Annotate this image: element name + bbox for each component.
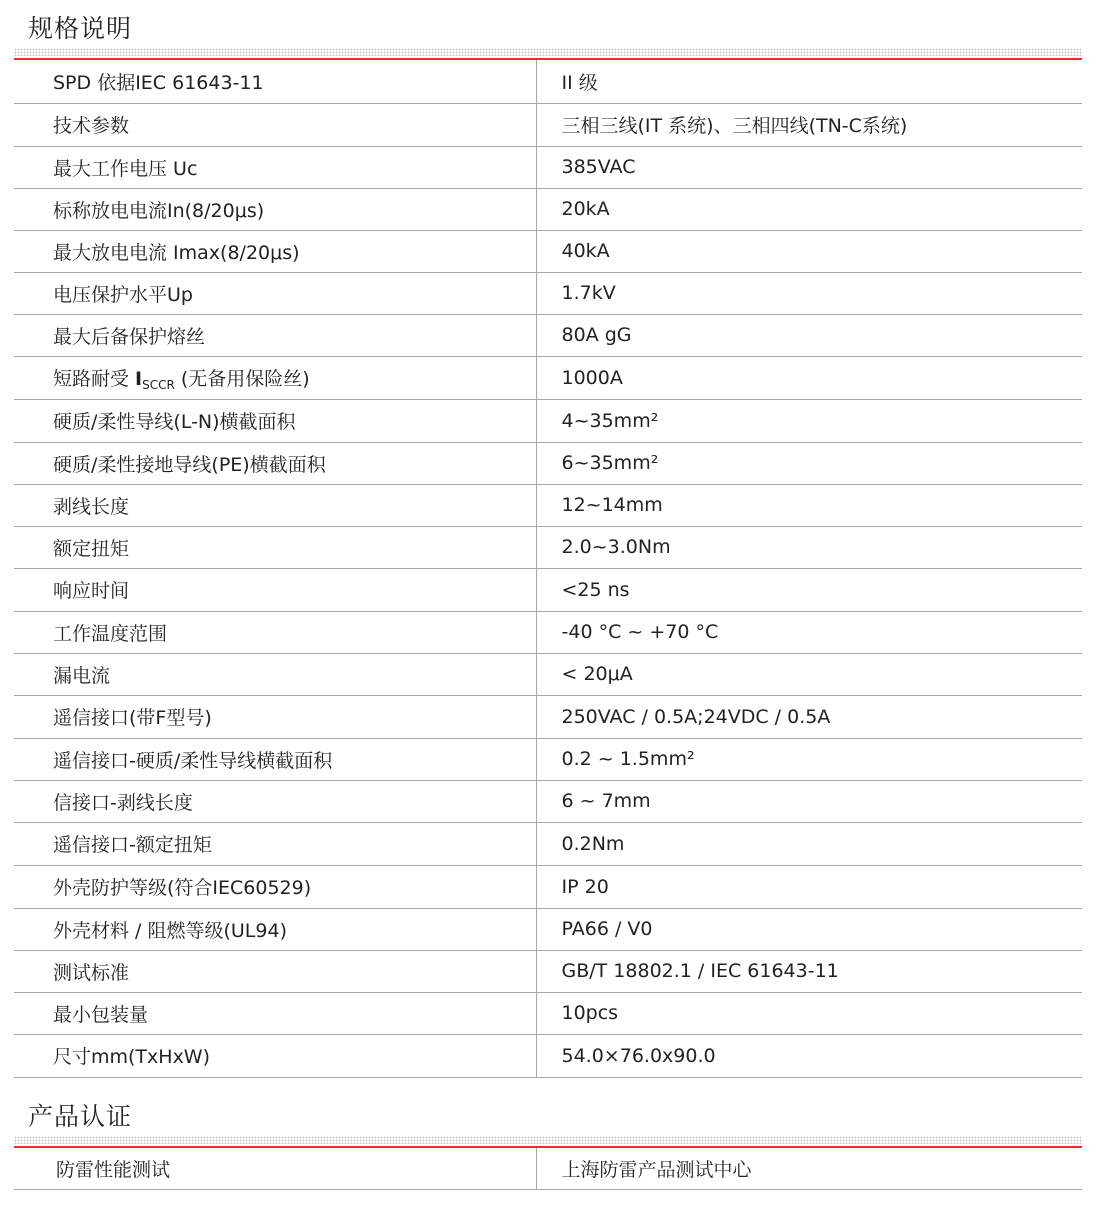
specs-divider [14, 48, 1082, 60]
spec-value: 12~14mm [536, 484, 1082, 526]
table-row [14, 526, 1082, 568]
spec-value: II 级 [536, 60, 1082, 103]
table-row [14, 230, 1082, 272]
table-row [14, 356, 1082, 399]
spec-label: 最大放电电流 Imax(8/20μs) [14, 230, 536, 272]
table-row [14, 780, 1082, 822]
spec-value: 0.2Nm [536, 822, 1082, 865]
spec-value: PA66 / V0 [536, 908, 1082, 950]
table-row [14, 1034, 1082, 1077]
table-row [14, 399, 1082, 442]
certification-section-title: 产品认证 [28, 1102, 133, 1131]
table-row [14, 568, 1082, 611]
certification-divider [14, 1136, 1082, 1148]
spec-label: 剥线长度 [14, 484, 536, 526]
spec-label: 额定扭矩 [14, 526, 536, 568]
spec-value: -40 °C ~ +70 °C [536, 611, 1082, 653]
spec-value: <25 ns [536, 568, 1082, 611]
spec-label: 外壳防护等级(符合IEC60529) [14, 865, 536, 908]
spec-label: 技术参数 [14, 103, 536, 146]
table-row [14, 1148, 1082, 1189]
spec-label: 最大后备保护熔丝 [14, 314, 536, 356]
table-row [14, 442, 1082, 484]
table-row [14, 653, 1082, 695]
table-row [14, 188, 1082, 230]
spec-value: 250VAC / 0.5A;24VDC / 0.5A [536, 695, 1082, 738]
spec-value: 385VAC [536, 146, 1082, 188]
table-row [14, 611, 1082, 653]
spec-label: 信接口-剥线长度 [14, 780, 536, 822]
spec-label: 最大工作电压 Uc [14, 146, 536, 188]
table-row [14, 272, 1082, 314]
spec-value: GB/T 18802.1 / IEC 61643-11 [536, 950, 1082, 992]
spec-label: SPD 依据IEC 61643-11 [14, 60, 536, 103]
spec-label: 遥信接口-额定扭矩 [14, 822, 536, 865]
specs-section-title: 规格说明 [28, 14, 133, 43]
certification-table [14, 1148, 1082, 1190]
cert-value: 上海防雷产品测试中心 [536, 1148, 1082, 1189]
spec-value: 6~35mm² [536, 442, 1082, 484]
cert-label: 防雷性能测试 [14, 1148, 536, 1189]
spec-value: 0.2 ~ 1.5mm² [536, 738, 1082, 780]
spec-value: IP 20 [536, 865, 1082, 908]
table-row [14, 992, 1082, 1034]
spec-value: 40kA [536, 230, 1082, 272]
spec-label: 标称放电电流In(8/20μs) [14, 188, 536, 230]
spec-label: 电压保护水平Up [14, 272, 536, 314]
spec-value: 80A gG [536, 314, 1082, 356]
table-row [14, 738, 1082, 780]
table-row [14, 950, 1082, 992]
spec-value: 4~35mm² [536, 399, 1082, 442]
spec-label: 测试标准 [14, 950, 536, 992]
spec-label: 硬质/柔性接地导线(PE)横截面积 [14, 442, 536, 484]
spec-label: 最小包装量 [14, 992, 536, 1034]
spec-value: 6 ~ 7mm [536, 780, 1082, 822]
spec-value: 1000A [536, 356, 1082, 399]
table-row [14, 695, 1082, 738]
table-row [14, 146, 1082, 188]
spec-label: 尺寸mm(TxHxW) [14, 1034, 536, 1077]
spec-value: 20kA [536, 188, 1082, 230]
spec-value: 10pcs [536, 992, 1082, 1034]
table-row [14, 908, 1082, 950]
spec-value: < 20μA [536, 653, 1082, 695]
spec-label: 遥信接口-硬质/柔性导线横截面积 [14, 738, 536, 780]
spec-value: 1.7kV [536, 272, 1082, 314]
table-row [14, 865, 1082, 908]
spec-label: 漏电流 [14, 653, 536, 695]
spec-label: 硬质/柔性导线(L-N)横截面积 [14, 399, 536, 442]
spec-value: 54.0×76.0x90.0 [536, 1034, 1082, 1077]
specs-table [14, 60, 1082, 1078]
spec-label: 工作温度范围 [14, 611, 536, 653]
table-row [14, 822, 1082, 865]
spec-label: 遥信接口(带F型号) [14, 695, 536, 738]
spec-label: 外壳材料 / 阻燃等级(UL94) [14, 908, 536, 950]
spec-label: 响应时间 [14, 568, 536, 611]
table-row [14, 484, 1082, 526]
table-row [14, 314, 1082, 356]
spec-value: 三相三线(IT 系统)、三相四线(TN-C系统) [536, 103, 1082, 146]
table-row [14, 60, 1082, 103]
spec-label-sccr: 短路耐受 $I_{SCCR}$ (无备用保险丝) [14, 356, 536, 399]
spec-value: 2.0~3.0Nm [536, 526, 1082, 568]
table-row [14, 103, 1082, 146]
